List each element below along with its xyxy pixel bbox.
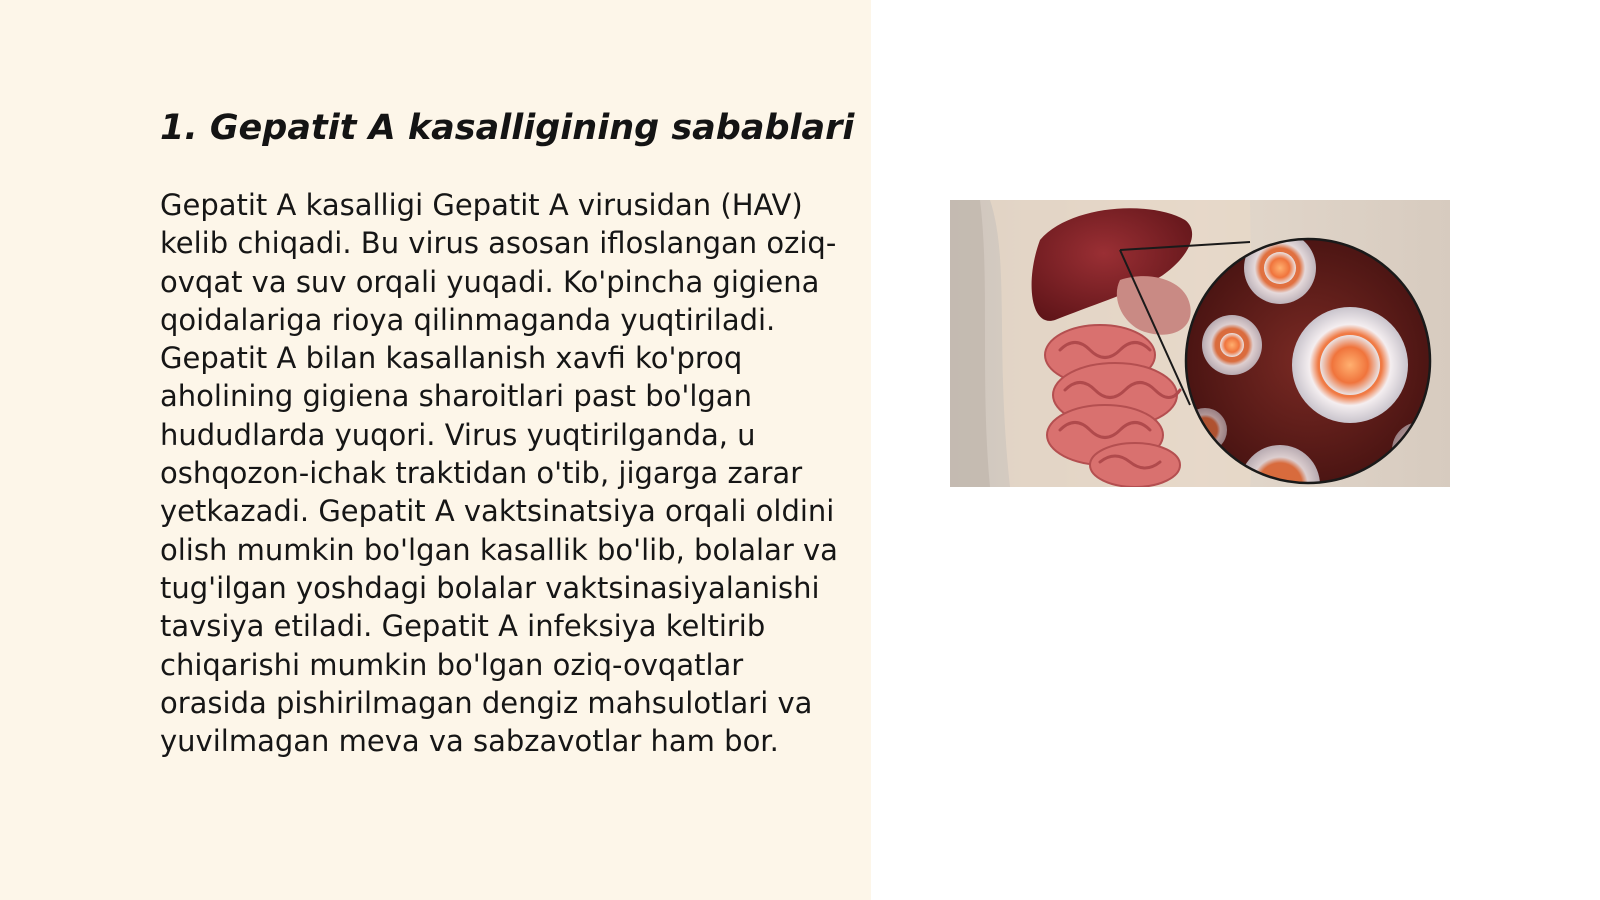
slide-body-text: Gepatit A kasalligi Gepatit A virusidan (HAV) kelib chiqadi. Bu virus asosan ifloslangan oziq-ovqat va suv orqali yuqadi. Ko'pincha gigiena qoidalariga rioya qilinmaganda yuqtiriladi. Gepatit A bilan kasallanish xavfi ko'proq aholining gigiena sharoitlari past bo'lgan hududlarda yuqori. Virus yuqtirilganda, u oshqozon-ichak traktidan o'tib, jigarga zarar yetkazadi. Gepatit A vaktsinatsiya orqali oldini olish mumkin bo'lgan kasallik bo'lib, bolalar va tug'ilgan yoshdagi bolalar vaktsinasiyalanishi tavsiya etiladi. Gepatit A infeksiya keltirib chiqarishi mumkin bo'lgan oziq-ovqatlar orasida pishirilmagan dengiz mahsulotlari va yuvilmagan meva va sabzavotlar ham bor. [160, 188, 838, 759]
hepatitis-virus-illustration [950, 200, 1450, 487]
slide-title: 1. Gepatit A kasalligining sabablari [160, 108, 855, 148]
